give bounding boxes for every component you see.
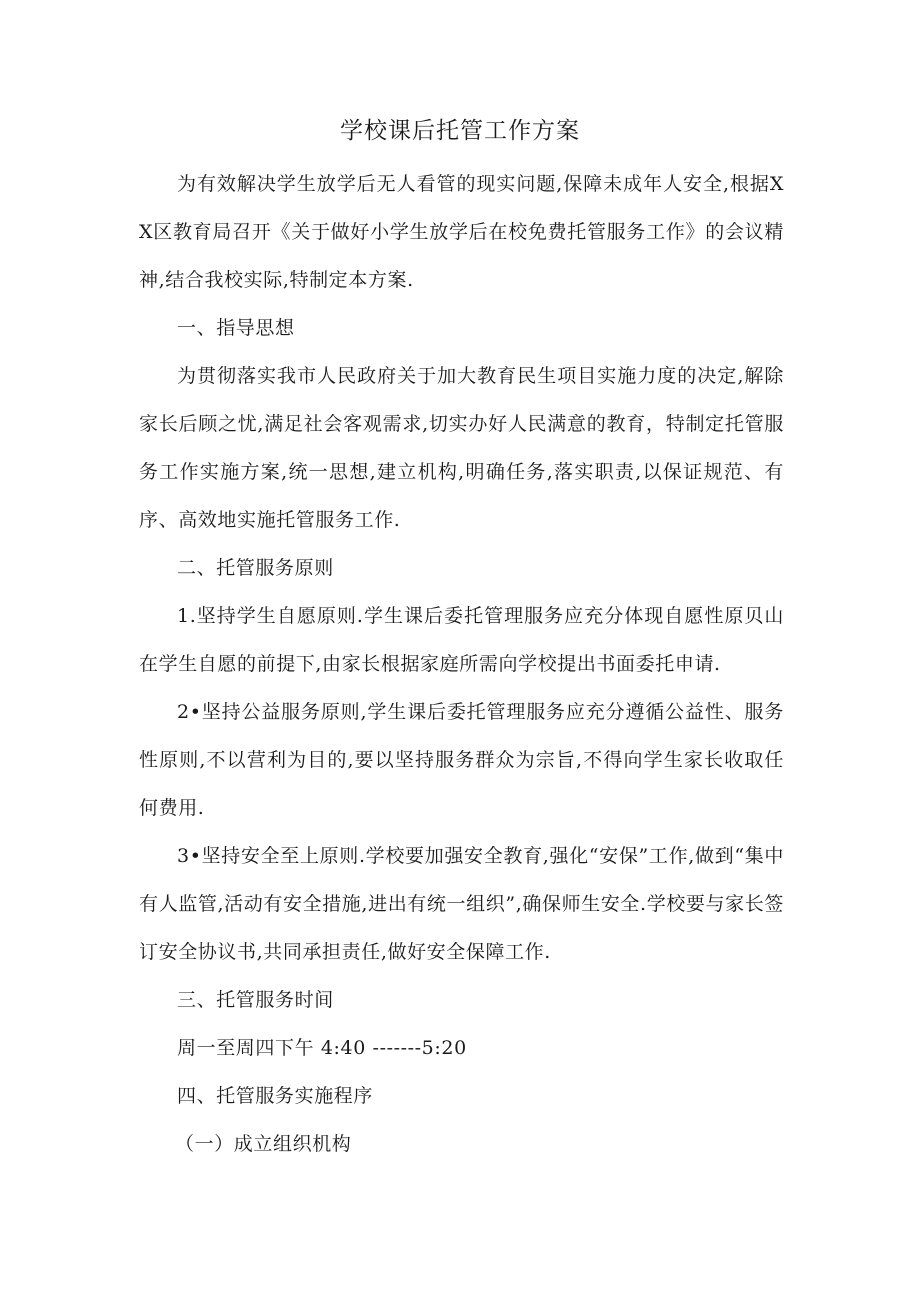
principle-public-welfare-paragraph: 2•坚持公益服务原则,学生课后委托管理服务应充分遵循公益性、服务性原则,不以营利为目的,要以坚持服务群众为宗旨,不得向学生家长收取任何费用. [139,701,784,819]
principle-voluntary-paragraph: 1.坚持学生自愿原则.学生课后委托管理服务应充分体现自愿性原贝山在学生自愿的前提下,由家长根据家庭所需向学校提出书面委托申请. [139,605,784,675]
section-heading-service-principles: 二、托管服务原则 [177,557,334,579]
document-title: 学校课后托管工作方案 [340,118,580,144]
service-time-text: 周一至周四下午 4:40 -------5:20 [177,1037,467,1059]
section-heading-implementation-procedure: 四、托管服务实施程序 [177,1085,374,1107]
document-body [139,160,784,1168]
principle-safety-paragraph: 3•坚持安全至上原则.学校要加强安全教育,强化“安保”工作,做到“集中有人监管,活动有安全措施,进出有统一组织”,确保师生安全.学校要与家长签订安全协议书,共同承担责任,做好安全保障工作. [139,845,784,963]
section-heading-guiding-ideology: 一、指导思想 [177,317,295,339]
guiding-ideology-paragraph: 为贯彻落实我市人民政府关于加大教育民生项目实施力度的决定,解除家长后顾之忧,满足社会客观需求,切实办好人民满意的教育，特制定托管服务工作实施方案,统一思想,建立机构,明确任务,落实职责,以保证规范、有序、高效地实施托管服务工作. [139,365,784,531]
subsection-heading-organization: （一）成立组织机构 [175,1133,352,1155]
section-heading-service-time: 三、托管服务时间 [177,989,334,1011]
intro-paragraph: 为有效解决学生放学后无人看管的现实问题,保障未成年人安全,根据XX区教育局召开《关于做好小学生放学后在校免费托管服务工作》的会议精神,结合我校实际,特制定本方案. [139,173,784,291]
